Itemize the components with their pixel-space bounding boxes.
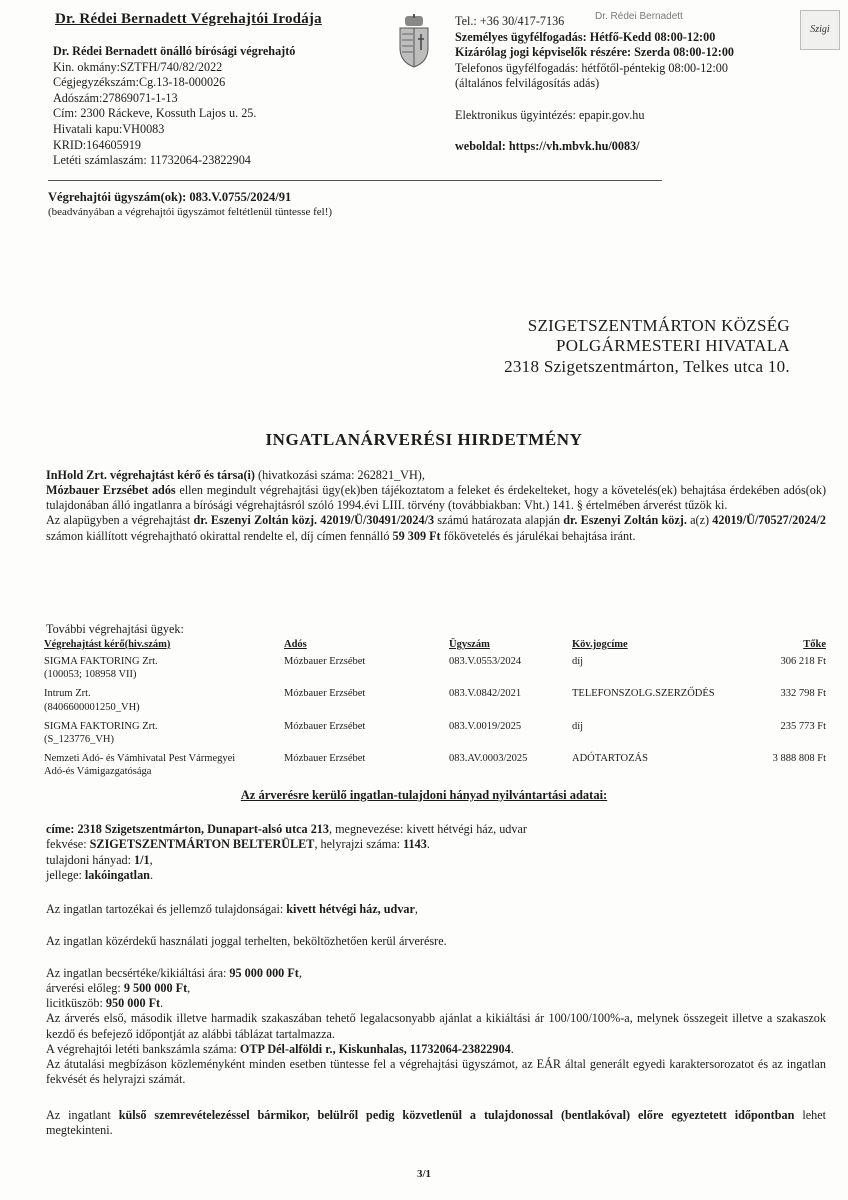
hours-line: Személyes ügyfélfogadás: Hétfő-Kedd 08:00-12:00 — [455, 29, 716, 44]
contact-details — [455, 14, 785, 154]
column-header: Köv.jogcíme — [572, 639, 628, 650]
table-header-row — [44, 638, 826, 653]
stamp-overlay: Dr. Rédei Bernadett — [595, 11, 683, 22]
creditor-cell — [44, 685, 284, 717]
case-cell: 083.V.0842/2021 — [449, 688, 522, 700]
e-admin-line: Elektronikus ügyintézés: epapir.gov.hu — [455, 107, 645, 122]
title-cell: TELEFONSZOLG.SZERZŐDÉS — [572, 688, 715, 700]
title-cell: díj — [572, 656, 584, 668]
office-detail-line: Letéti számlaszám: 11732064-23822904 — [53, 153, 251, 168]
viewing-text: lehet megtekinteni. — [46, 1108, 827, 1138]
bank-account: OTP Dél-alföldi r., Kiskunhalas, 11732064-23822904 — [239, 1041, 511, 1056]
table-row — [44, 750, 826, 782]
table-row — [44, 653, 826, 685]
creditor-name: SIGMA FAKTORING Zrt. — [44, 656, 158, 668]
intro-paragraph — [46, 468, 826, 544]
creditor-name: InHold Zrt. végrehajtást kérő és társa(i) — [46, 468, 255, 482]
property-text: . — [426, 837, 430, 852]
property-type: lakóingatlan — [84, 868, 150, 883]
price-text: , — [298, 966, 302, 980]
amount-cell: 235 773 Ft — [780, 720, 826, 732]
intro-text: főkövetelés és járulékai behajtása iránt. — [440, 528, 636, 543]
property-accessories: kivett hétvégi ház, udvar — [286, 902, 415, 916]
price-text: . — [160, 996, 164, 1011]
hours-line: Telefonos ügyfélfogadás: hétfőtől-péntekig 08:00-12:00 — [455, 60, 728, 75]
intro-text: a(z) — [686, 513, 713, 528]
creditor-ref: (8406600001250_VH) — [44, 701, 140, 713]
property-text: fekvése: — [46, 837, 90, 852]
website-line: weboldal: https://vh.mbvk.hu/0083/ — [455, 138, 640, 153]
addressee-block — [440, 316, 790, 377]
creditor-cell — [44, 653, 284, 685]
property-details — [46, 822, 826, 884]
viewing-terms: külső szemrevételezéssel bármikor, belülről pedig közvetlenül a tulajdonossal (bentlakóval) előre egyeztetett időpontban — [118, 1108, 795, 1122]
office-title: Dr. Rédei Bernadett Végrehajtói Irodája — [55, 11, 322, 27]
property-address: címe: 2318 Szigetszentmárton, Dunapart-alsó utca 213 — [46, 822, 329, 836]
creditor-ref: (S_123776_VH) — [44, 733, 114, 745]
creditor-ref: (100053; 108958 VII) — [44, 669, 137, 681]
starting-price: 95 000 000 Ft — [229, 966, 299, 980]
property-text: Az ingatlan tartozékai és jellemző tulajdonságai: — [46, 902, 287, 916]
addressee-line: 2318 Szigetszentmárton, Telkes utca 10. — [504, 356, 790, 376]
debtor-cell: Mózbauer Erzsébet — [284, 688, 366, 700]
phone-line: Tel.: +36 30/417-7136 — [455, 14, 565, 28]
principal-amount: 59 309 Ft — [392, 528, 441, 543]
transfer-note: Az átutalási megbízáson közleményként minden esetben tüntesse fel a végrehajtási ügyszámot, az EÁR által generált egyedi karaktersorozatot és az ingatlan fekvését és helyrajzi számát. — [46, 1056, 826, 1086]
title-cell: díj — [572, 720, 584, 732]
creditor-cell — [44, 750, 284, 782]
property-section-heading: Az árverésre kerülő ingatlan-tulajdoni hányad nyilvántartási adatai: — [240, 788, 608, 802]
debtor-cell: Mózbauer Erzsébet — [284, 720, 366, 732]
office-detail-line: Dr. Rédei Bernadett önálló bírósági végrehajtó — [53, 44, 296, 58]
intro-text: Az alapügyben a végrehajtást — [46, 513, 194, 528]
creditor-ref: Adó-és Vámigazgatósága — [44, 766, 152, 777]
case-cell: 083.V.0019/2025 — [449, 720, 522, 732]
debtor-cell: Mózbauer Erzsébet — [284, 752, 366, 764]
property-text: tulajdoni hányad: — [46, 852, 135, 867]
intro-text: számon kiállított végrehajtható okirattal rendelte el, díj címen fennálló — [46, 528, 393, 543]
price-text: A végrehajtói letéti bankszámla száma: — [46, 1041, 240, 1056]
table-row — [44, 718, 826, 750]
spacer-line — [455, 92, 785, 108]
viewing-text: Az ingatlant — [46, 1108, 119, 1122]
office-detail-line: KRID:164605919 — [53, 137, 142, 152]
notary-name: dr. Eszenyi Zoltán közj. — [563, 513, 687, 528]
price-text: licitküszöb: — [46, 996, 106, 1011]
creditor-name: Nemzeti Adó- és Vámhivatal Pest Vármegyei — [44, 752, 236, 764]
property-text: . — [149, 868, 153, 883]
creditor-cell — [44, 718, 284, 750]
page-number: 3/1 — [416, 1168, 432, 1180]
property-text: , — [414, 902, 418, 916]
price-text: , — [187, 981, 191, 996]
column-header: Ügyszám — [449, 639, 490, 650]
hours-line: (általános felvilágosítás adás) — [455, 76, 600, 91]
creditor-name: SIGMA FAKTORING Zrt. — [44, 720, 158, 732]
case-number: Végrehajtói ügyszám(ok): 083.V.0755/2024/91 — [48, 190, 292, 204]
creditor-name: Intrum Zrt. — [44, 688, 91, 700]
price-text: . — [510, 1041, 514, 1056]
case-note: (beadványában a végrehajtói ügyszámot feltétlenül tüntesse fel!) — [48, 206, 333, 218]
property-text: jellege: — [46, 868, 85, 883]
bid-increment: 950 000 Ft — [105, 996, 161, 1011]
column-header: Tőke — [803, 639, 826, 650]
property-location: SZIGETSZENTMÁRTON BELTERÜLET — [89, 837, 315, 852]
office-detail-line: Adószám:27869071-1-13 — [53, 90, 178, 105]
deposit-amount: 9 500 000 Ft — [123, 981, 188, 996]
office-detail-line: Kin. okmány:SZTFH/740/82/2022 — [53, 59, 223, 74]
intro-text: ellen megindult végrehajtási ügy(ek)ben tájékoztatom a feleket és érdekelteket, hogy a követelés(ek) behajtása érdekében adós(ok) tulajdonában álló ingatlanra a bírósági végrehajtásról szóló 1994.évi LIII. törvény (továbbiakban: Vht.) 141. § értelmében árverést tűzök ki. — [46, 483, 827, 513]
office-detail-line: Cím: 2300 Ráckeve, Kossuth Lajos u. 25. — [53, 106, 257, 121]
spacer-line — [455, 123, 785, 139]
viewing-paragraph — [46, 1108, 826, 1138]
ownership-share: 1/1 — [134, 852, 150, 867]
case-cell: 083.V.0553/2024 — [449, 656, 522, 668]
intro-text: számú határozata alapján — [434, 513, 564, 528]
price-text: árverési előleg: — [46, 981, 124, 996]
office-detail-line: Hivatali kapu:VH0083 — [53, 122, 165, 137]
property-text: , megnevezése: kivett hétvégi ház, udvar — [328, 822, 527, 836]
header-divider — [48, 180, 662, 181]
addressee-line: POLGÁRMESTERI HIVATALA — [556, 336, 790, 356]
document-ref: 42019/Ü/70527/2024/2 — [712, 513, 827, 528]
offer-paragraph: Az árverés első, második illetve harmadik szakaszában tehető legalacsonyabb ajánlat a kikiáltási ár 100/100/100%-a, melynek összegeit illetve a szakaszok kezdő és befejező időpontját az alábbi táblázat tartalmazza. — [46, 1011, 826, 1041]
lot-number: 1143 — [403, 837, 427, 852]
debtor-cell: Mózbauer Erzsébet — [284, 656, 366, 668]
amount-cell: 3 888 808 Ft — [772, 752, 826, 764]
encumbrance-text: Az ingatlan közérdekű használati joggal terhelten, beköltözhetően kerül árverésre. — [46, 934, 447, 948]
addressee-line: SZIGETSZENTMÁRTON KÖZSÉG — [527, 316, 790, 335]
property-features — [46, 902, 826, 917]
table-row — [44, 685, 826, 717]
coat-of-arms-icon — [397, 14, 431, 68]
resolution-ref: dr. Eszenyi Zoltán közj. 42019/Ü/30491/2024/3 — [193, 513, 435, 528]
logo-badge: Szigi — [800, 10, 840, 50]
property-text: , — [149, 852, 153, 867]
case-cell: 083.AV.0003/2025 — [449, 752, 528, 764]
price-text: Az ingatlan becsértéke/kikiáltási ára: — [46, 966, 230, 980]
further-cases-table — [44, 638, 826, 782]
debtor-name: Mózbauer Erzsébet adós — [46, 483, 176, 498]
office-details — [53, 44, 383, 169]
property-text: , helyrajzi száma: — [314, 837, 404, 852]
hours-line: Kizárólag jogi képviselők részére: Szerda 08:00-12:00 — [455, 45, 735, 60]
amount-cell: 332 798 Ft — [780, 688, 826, 700]
document-title: INGATLANÁRVERÉSI HIRDETMÉNY — [265, 430, 583, 449]
column-header: Adós — [284, 639, 307, 650]
amount-cell: 306 218 Ft — [780, 656, 826, 668]
further-cases-heading: További végrehajtási ügyek: — [46, 622, 184, 636]
column-header: Végrehajtást kérő(hiv.szám) — [44, 639, 171, 650]
intro-text: (hivatkozási száma: 262821_VH), — [254, 468, 425, 482]
office-detail-line: Cégjegyzékszám:Cg.13-18-000026 — [53, 75, 226, 90]
price-details — [46, 966, 826, 1087]
title-cell: ADÓTARTOZÁS — [572, 752, 648, 764]
